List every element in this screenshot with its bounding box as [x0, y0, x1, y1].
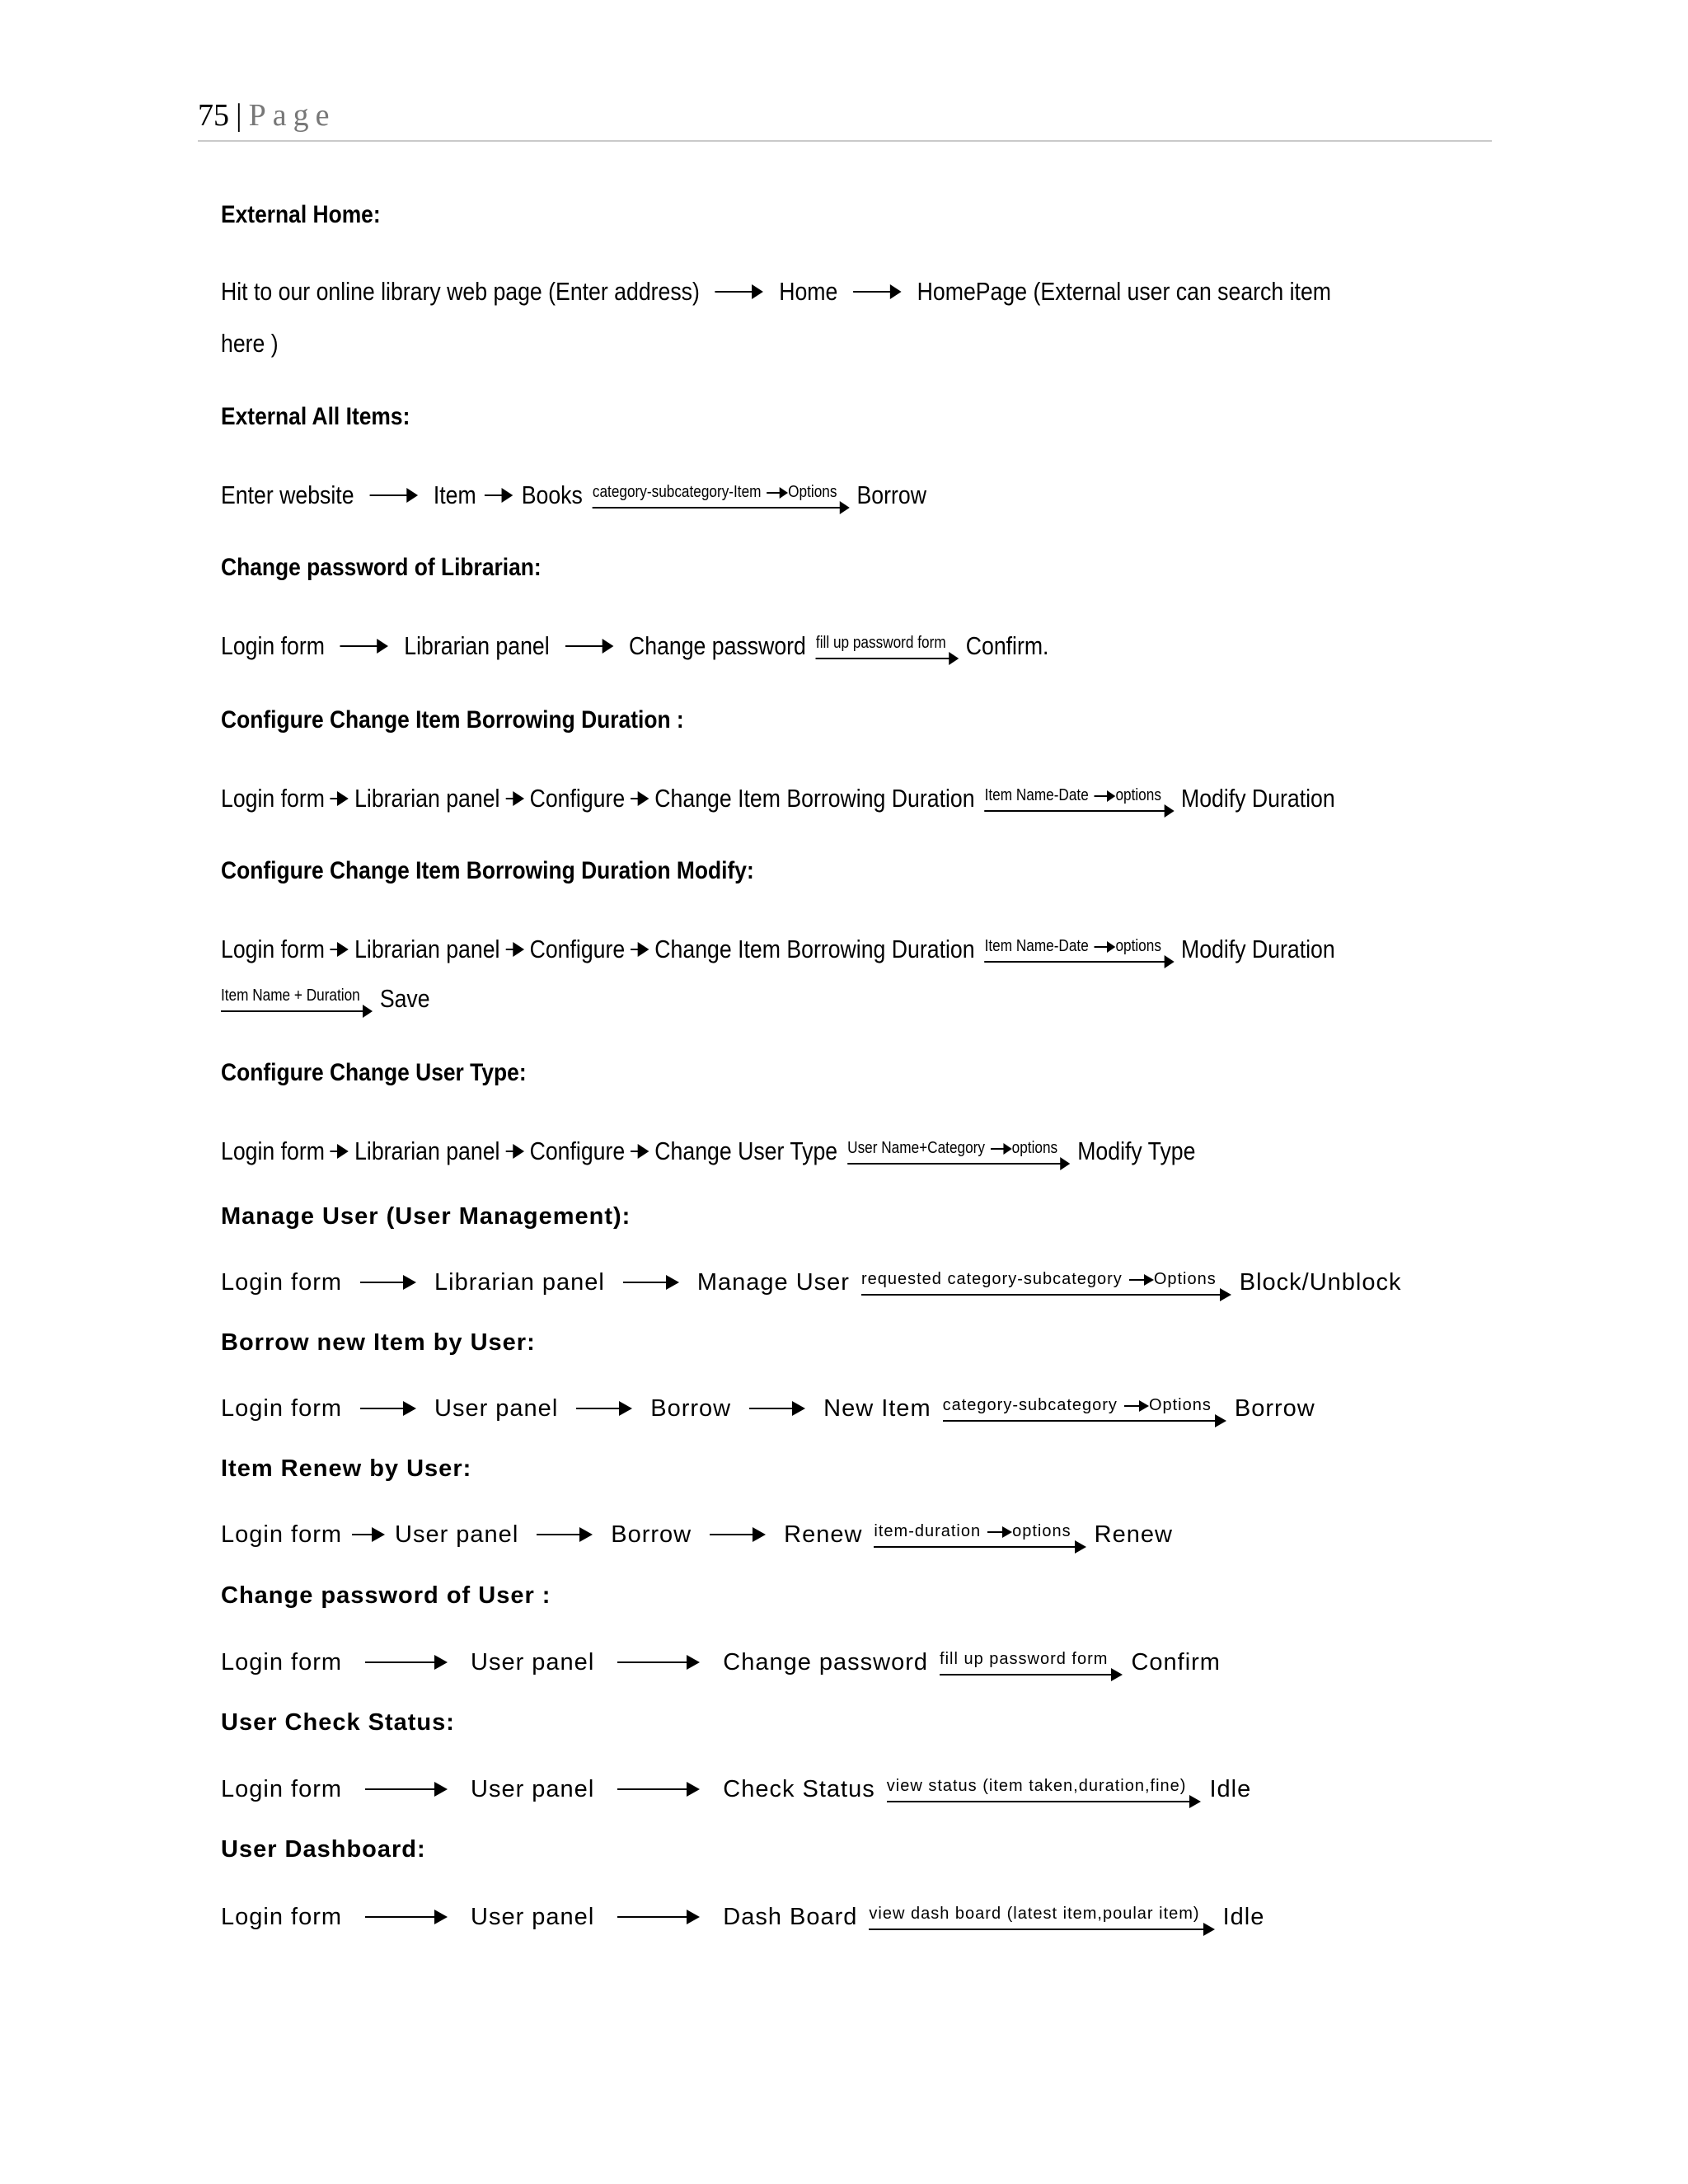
flow-step: Enter website — [221, 480, 354, 509]
arrow-icon — [365, 1915, 448, 1919]
transition-label: view dash board (latest item,poular item) — [869, 1904, 1211, 1930]
flow-step: Modify Type — [1077, 1136, 1196, 1165]
flow-step: Change password — [723, 1649, 929, 1676]
flow-step: here ) — [221, 328, 279, 358]
flow-step: Configure — [529, 934, 626, 963]
section-title-external-home: External Home: — [221, 201, 381, 228]
flow-configure-duration-modify-cont — [221, 981, 430, 1015]
arrow-icon — [991, 1148, 1006, 1150]
arrow-icon — [631, 797, 649, 800]
arrow-icon — [767, 492, 782, 494]
flow-step: Confirm — [1131, 1649, 1221, 1676]
flow-step: Renew — [784, 1521, 863, 1549]
flow-configure-duration-modify — [221, 931, 1335, 966]
flow-step: HomePage (External user can search item — [917, 276, 1331, 306]
flow-step: Manage User — [696, 1269, 850, 1296]
arrow-icon — [505, 797, 523, 800]
section-title-configure-user-type: Configure Change User Type: — [221, 1059, 527, 1086]
section-title-user-dashboard: User Dashboard: — [221, 1836, 426, 1863]
arrow-icon — [1129, 1279, 1147, 1281]
flow-step: Configure — [529, 783, 626, 813]
flow-step: Home — [779, 276, 838, 306]
flow-step: Login form — [221, 934, 325, 963]
flow-step: Dash Board — [723, 1904, 858, 1931]
transition-label: Item Name-Date options — [985, 936, 1171, 963]
flow-configure-user-type — [221, 1133, 1195, 1168]
flow-step: Modify Duration — [1181, 934, 1335, 963]
flow-step: Login form — [221, 1904, 343, 1931]
arrow-icon — [617, 1788, 700, 1791]
transition-label: Item Name-Date options — [985, 785, 1171, 812]
arrow-icon — [1095, 946, 1110, 948]
flow-step: Block/Unblock — [1239, 1269, 1402, 1296]
flow-step: User panel — [471, 1776, 595, 1803]
flow-step: Item — [433, 480, 476, 509]
section-title-change-password-user: Change password of User : — [221, 1582, 551, 1609]
arrow-icon — [365, 1661, 448, 1664]
flow-step: Librarian panel — [354, 934, 500, 963]
arrow-icon — [1124, 1405, 1142, 1407]
transition-label: category-subcategory Options — [943, 1395, 1223, 1422]
transition-label: category-subcategory-Item Options — [593, 482, 847, 509]
section-title-item-renew: Item Renew by User: — [221, 1455, 472, 1482]
section-title-configure-duration-modify: Configure Change Item Borrowing Duration Modify: — [221, 857, 754, 884]
flow-step: Borrow — [611, 1521, 692, 1549]
page-separator: | — [236, 98, 242, 133]
flow-step: Save — [379, 983, 430, 1013]
flow-step: Librarian panel — [354, 783, 500, 813]
flow-step: Borrow — [1234, 1395, 1315, 1422]
arrow-icon — [576, 1407, 632, 1410]
flow-step: Renew — [1094, 1521, 1173, 1549]
flow-step: Change password — [628, 630, 806, 660]
arrow-icon — [365, 1788, 448, 1791]
flow-configure-duration — [221, 780, 1335, 815]
flow-step: Librarian panel — [404, 630, 550, 660]
flow-step: Login form — [221, 1269, 343, 1296]
transition-label: item-duration options — [874, 1521, 1082, 1548]
transition-label: fill up password form — [816, 633, 956, 659]
flow-step: Change Item Borrowing Duration — [654, 783, 975, 813]
flow-step: User panel — [471, 1649, 595, 1676]
flow-step: Configure — [529, 1136, 626, 1165]
section-title-configure-duration: Configure Change Item Borrowing Duration : — [221, 706, 684, 733]
flow-item-renew — [221, 1517, 1173, 1551]
flow-step: Login form — [221, 1776, 343, 1803]
flow-step: Login form — [221, 630, 325, 660]
arrow-icon — [360, 1281, 416, 1284]
section-title-manage-user: Manage User (User Management): — [221, 1203, 631, 1230]
flow-step: Login form — [221, 783, 325, 813]
transition-label: fill up password form — [940, 1649, 1119, 1675]
flow-step: Login form — [221, 1521, 343, 1549]
flow-step: User panel — [471, 1904, 595, 1931]
flow-manage-user — [221, 1265, 1402, 1299]
flow-user-check-status — [221, 1772, 1251, 1806]
arrow-icon — [485, 494, 513, 497]
arrow-icon — [331, 797, 349, 800]
section-title-external-all-items: External All Items: — [221, 403, 410, 430]
flow-step: Borrow — [856, 480, 926, 509]
flow-step: Idle — [1222, 1904, 1265, 1931]
flow-step: User panel — [434, 1395, 559, 1422]
transition-label: requested category-subcategory Options — [861, 1269, 1228, 1296]
page-number: 75 — [198, 98, 229, 133]
arrow-icon — [352, 1533, 385, 1536]
arrow-icon — [331, 1150, 349, 1153]
flow-change-password-user — [221, 1645, 1221, 1679]
section-title-change-password-librarian: Change password of Librarian: — [221, 554, 542, 581]
flow-borrow-new-item — [221, 1391, 1315, 1425]
flow-step: Books — [521, 480, 583, 509]
arrow-icon — [505, 948, 523, 951]
arrow-icon — [1095, 795, 1110, 797]
arrow-icon — [505, 1150, 523, 1153]
arrow-icon — [749, 1407, 805, 1410]
arrow-icon — [987, 1531, 1006, 1533]
section-title-borrow-new-item: Borrow new Item by User: — [221, 1329, 536, 1356]
flow-change-password-librarian — [221, 628, 1048, 663]
flow-external-home-cont — [221, 326, 279, 360]
arrow-icon — [340, 644, 388, 648]
flow-step: Check Status — [723, 1776, 875, 1803]
section-title-user-check-status: User Check Status: — [221, 1709, 455, 1736]
flow-step: User panel — [395, 1521, 519, 1549]
flow-step: Login form — [221, 1649, 343, 1676]
transition-label: User Name+Category options — [847, 1138, 1067, 1165]
flow-step: Login form — [221, 1395, 343, 1422]
transition-label: view status (item taken,duration,fine) — [887, 1776, 1198, 1802]
arrow-icon — [631, 948, 649, 951]
arrow-icon — [565, 644, 613, 648]
arrow-icon — [369, 494, 417, 497]
arrow-icon — [631, 1150, 649, 1153]
flow-step: Modify Duration — [1181, 783, 1335, 813]
arrow-icon — [710, 1533, 766, 1536]
flow-step: Change Item Borrowing Duration — [654, 934, 975, 963]
arrow-icon — [715, 290, 763, 293]
flow-external-home — [221, 274, 1331, 308]
arrow-icon — [537, 1533, 593, 1536]
transition-label: Item Name + Duration — [221, 986, 370, 1012]
flow-user-dashboard — [221, 1900, 1264, 1933]
flow-step: Login form — [221, 1136, 325, 1165]
arrow-icon — [617, 1915, 700, 1919]
flow-external-all-items — [221, 477, 926, 512]
arrow-icon — [360, 1407, 416, 1410]
flow-step: Librarian panel — [434, 1269, 605, 1296]
flow-step: Hit to our online library web page (Enter address) — [221, 276, 700, 306]
flow-step: Change User Type — [654, 1136, 838, 1165]
arrow-icon — [617, 1661, 700, 1664]
page-header — [198, 97, 1492, 142]
flow-step: Borrow — [650, 1395, 732, 1422]
flow-step: Librarian panel — [354, 1136, 500, 1165]
page-label: Page — [248, 98, 336, 133]
arrow-icon — [853, 290, 901, 293]
arrow-icon — [623, 1281, 679, 1284]
flow-step: Confirm. — [965, 630, 1049, 660]
flow-step: Idle — [1209, 1776, 1252, 1803]
arrow-icon — [331, 948, 349, 951]
flow-step: New Item — [823, 1395, 931, 1422]
